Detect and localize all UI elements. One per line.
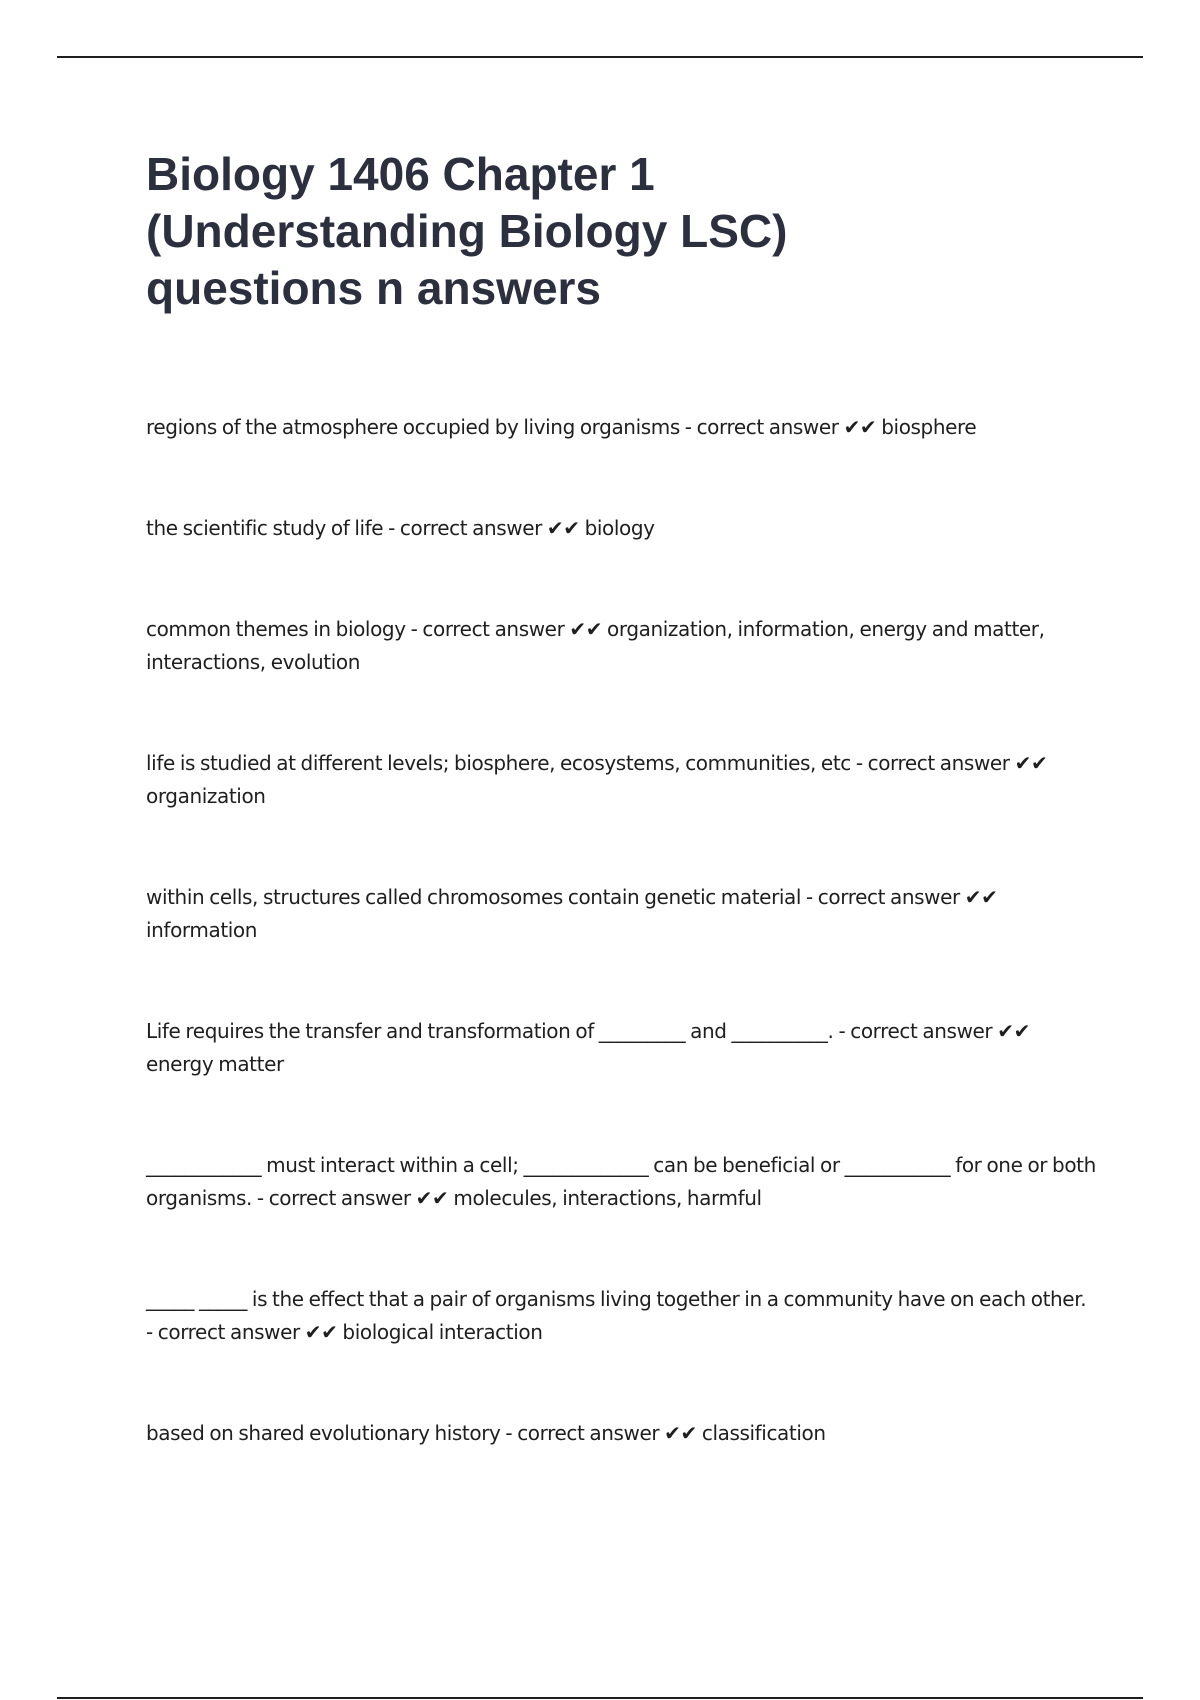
bottom-rule	[57, 1697, 1143, 1699]
qa-item-biological-interaction: _____ _____ is the effect that a pair of organisms living together in a community have on each other. - correct answer ✔✔ biological interaction	[146, 1287, 1087, 1344]
qa-item-common-themes: common themes in biology - correct answer ✔✔ organization, information, energy and matter, interactions, evolution	[146, 617, 1045, 674]
page-title	[146, 146, 1046, 317]
qa-item-classification: based on shared evolutionary history - correct answer ✔✔ classification	[146, 1421, 826, 1445]
qa-item-information: within cells, structures called chromosomes contain genetic material - correct answer ✔✔ information	[146, 885, 998, 942]
qa-item-interactions: ____________ must interact within a cell; _____________ can be beneficial or ___________ for one or both organisms. - correct answer ✔✔ molecules, interactions, harmful	[146, 1153, 1096, 1210]
qa-item-biology: the scientific study of life - correct answer ✔✔ biology	[146, 516, 655, 540]
qa-item-biosphere: regions of the atmosphere occupied by living organisms - correct answer ✔✔ biosphere	[146, 415, 977, 439]
title-line-1: Biology 1406 Chapter 1	[146, 148, 655, 200]
title-line-3: questions n answers	[146, 262, 602, 314]
top-rule	[57, 56, 1143, 58]
qa-item-organization: life is studied at different levels; biosphere, ecosystems, communities, etc - correct answer ✔✔ organization	[146, 751, 1048, 808]
title-line-2: (Understanding Biology LSC)	[146, 205, 788, 257]
qa-item-energy-matter: Life requires the transfer and transformation of _________ and __________. - correct answer ✔✔ energy matter	[146, 1019, 1030, 1076]
